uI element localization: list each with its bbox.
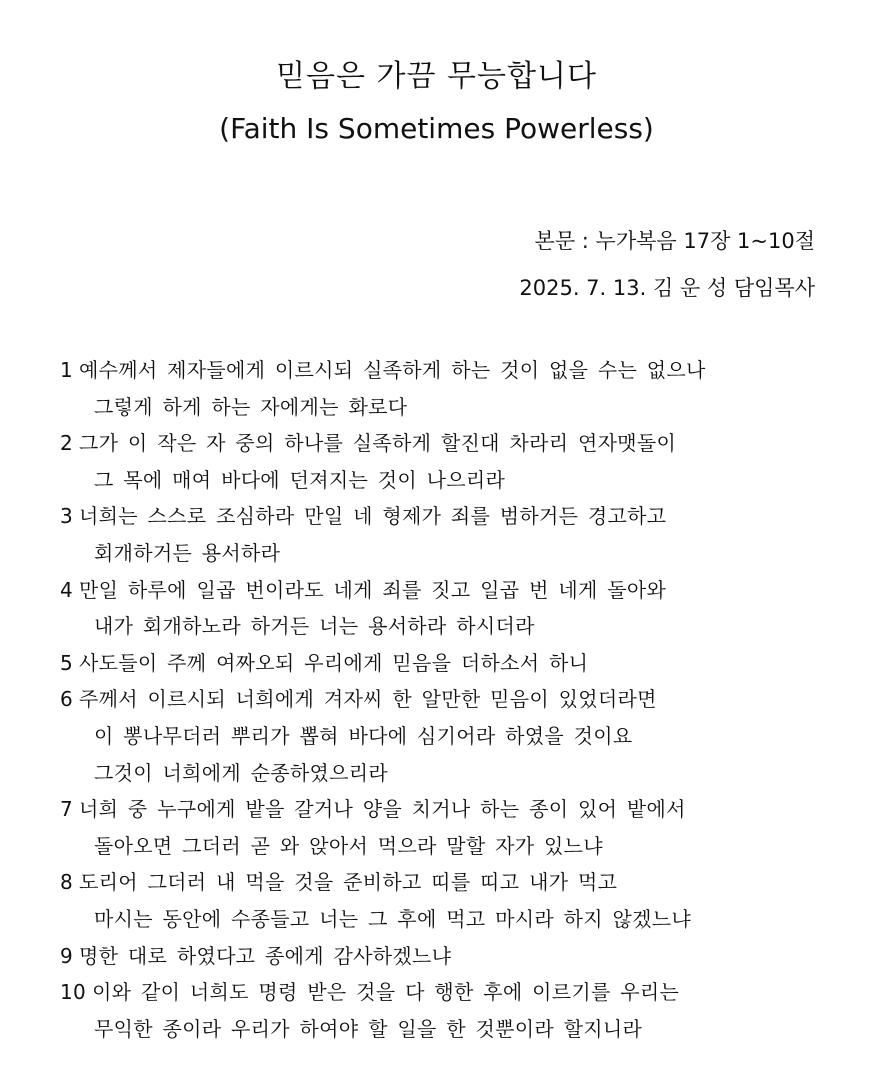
- verse-continuation-line: [60, 1011, 850, 1048]
- verse-item: [60, 681, 850, 791]
- verse-item: [60, 938, 850, 975]
- verse-item: [60, 864, 850, 937]
- verse-first-line: [60, 645, 850, 682]
- verse-item: [60, 425, 850, 498]
- verse-first-line: [60, 938, 850, 975]
- verse-text: 그 목에 매여 바다에 던져지는 것이 나으리라: [94, 467, 506, 492]
- verse-text: 만일 하루에 일곱 번이라도 네게 죄를 짓고 일곱 번 네게 돌아와: [79, 577, 667, 602]
- verse-item: [60, 352, 850, 425]
- verse-number: 9: [60, 943, 74, 968]
- verse-number: 4: [60, 577, 74, 602]
- verse-item: [60, 498, 850, 571]
- verse-first-line: [60, 681, 850, 718]
- verse-text: 너희는 스스로 조심하라 만일 네 형제가 죄를 범하거든 경고하고: [79, 504, 667, 529]
- verse-continuation-line: [60, 901, 850, 938]
- verse-text: 회개하거든 용서하라: [94, 540, 281, 565]
- verse-continuation-line: [60, 535, 850, 572]
- verse-text: 돌아오면 그더러 곧 와 앉아서 먹으라 말할 자가 있느냐: [94, 833, 603, 858]
- date-and-preacher: 2025. 7. 13. 김 운 성 담임목사: [519, 276, 815, 300]
- verse-text: 이 뽕나무더러 뿌리가 뽑혀 바다에 심기어라 하였을 것이요: [94, 723, 633, 748]
- title-block: [0, 55, 873, 151]
- verse-number: 7: [60, 797, 74, 822]
- verse-continuation-line: [60, 755, 850, 792]
- verse-item: [60, 645, 850, 682]
- verse-number: 2: [60, 431, 74, 456]
- verse-item: [60, 791, 850, 864]
- verse-first-line: [60, 352, 850, 389]
- scripture-reference: 본문 : 누가복음 17장 1~10절: [534, 229, 815, 253]
- verse-number: 10: [60, 980, 87, 1005]
- verse-text: 도리어 그더러 내 먹을 것을 준비하고 띠를 띠고 내가 먹고: [79, 870, 618, 895]
- verse-text: 내가 회개하노라 하거든 너는 용서하라 하시더라: [94, 614, 535, 639]
- verse-text: 이와 같이 너희도 명령 받은 것을 다 행한 후에 이르기를 우리는: [92, 980, 680, 1005]
- sermon-title-korean: 믿음은 가끔 무능합니다: [276, 59, 597, 94]
- verse-list: [60, 352, 850, 1047]
- verse-first-line: [60, 974, 850, 1011]
- verse-continuation-line: [60, 462, 850, 499]
- verse-first-line: [60, 791, 850, 828]
- verse-first-line: [60, 864, 850, 901]
- verse-continuation-line: [60, 718, 850, 755]
- verse-number: 3: [60, 504, 74, 529]
- sermon-title-english: (Faith Is Sometimes Powerless): [219, 112, 654, 145]
- verse-text: 사도들이 주께 여짜오되 우리에게 믿음을 더하소서 하니: [79, 650, 589, 675]
- verse-continuation-line: [60, 828, 850, 865]
- verse-number: 6: [60, 687, 74, 712]
- verse-number: 5: [60, 650, 74, 675]
- verse-text: 무익한 종이라 우리가 하여야 할 일을 한 것뿐이라 할지니라: [94, 1016, 643, 1041]
- verse-text: 마시는 동안에 수종들고 너는 그 후에 먹고 마시라 하지 않겠느냐: [94, 906, 692, 931]
- sermon-meta: [519, 228, 815, 322]
- verse-text: 그가 이 작은 자 중의 하나를 실족하게 할진대 차라리 연자맷돌이: [79, 431, 677, 456]
- verse-first-line: [60, 425, 850, 462]
- verse-text: 그것이 너희에게 순종하였으리라: [94, 760, 388, 785]
- verse-text: 명한 대로 하였다고 종에게 감사하겠느냐: [79, 943, 452, 968]
- verse-first-line: [60, 572, 850, 609]
- verse-text: 너희 중 누구에게 밭을 갈거나 양을 치거나 하는 종이 있어 밭에서: [79, 797, 686, 822]
- verse-first-line: [60, 498, 850, 535]
- verse-text: 그렇게 하게 하는 자에게는 화로다: [94, 394, 408, 419]
- verse-text: 주께서 이르시되 너희에게 겨자씨 한 알만한 믿음이 있었더라면: [79, 687, 657, 712]
- verse-continuation-line: [60, 608, 850, 645]
- verse-continuation-line: [60, 389, 850, 426]
- verse-number: 8: [60, 870, 74, 895]
- verse-number: 1: [60, 358, 74, 382]
- verse-item: [60, 974, 850, 1047]
- verse-text: 예수께서 제자들에게 이르시되 실족하게 하는 것이 없을 수는 없으나: [79, 358, 706, 382]
- verse-item: [60, 572, 850, 645]
